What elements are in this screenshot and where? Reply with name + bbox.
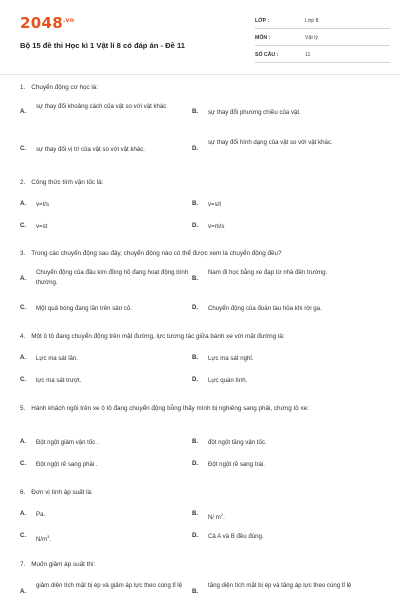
question-text <box>20 487 380 498</box>
question-number: 2. <box>20 179 26 186</box>
option-letter: A. <box>20 510 27 517</box>
option-letter: C. <box>20 376 27 383</box>
option-text: Chuyển động của đoàn tàu hỏa khi rời ga. <box>208 305 322 312</box>
option-text: Pa. <box>36 511 46 518</box>
option-text: Lực ma sát lăn. <box>36 355 79 362</box>
meta-value: 11 <box>305 52 311 58</box>
question-number: 7. <box>20 561 26 568</box>
option-text: lực ma sát trượt. <box>36 377 82 384</box>
option-letter: C. <box>20 460 27 467</box>
option-text: đột ngột tăng vận tốc. <box>208 439 267 446</box>
question-text <box>20 331 380 342</box>
option-text <box>36 532 192 545</box>
question-prompt: Chuyển động cơ học là: <box>31 84 99 91</box>
option-text: sự thay đổi khoảng cách của vật so với vật khác <box>36 103 167 110</box>
option-letter: C. <box>20 222 27 229</box>
question-prompt: Muốn giảm áp suất thì: <box>31 561 96 568</box>
option-text: v=m/s <box>208 223 225 230</box>
option-letter: A. <box>20 438 27 445</box>
meta-value: Lớp 8 <box>305 18 319 24</box>
meta-key: SỐ CÂU : <box>255 52 279 58</box>
question-prompt: Một ô tô đang chuyển động trên mặt đường, lực tương tác giữa bánh xe với mặt đường là: <box>31 333 285 340</box>
option-letter: B. <box>192 354 199 361</box>
meta-key: LỚP : <box>255 18 270 24</box>
option-text: sự thay đổi vị trí của vật so với vật khác. <box>36 146 146 153</box>
option-text: v=s/t <box>208 201 222 208</box>
option-text: tăng diện tích mặt bị ép và tăng áp lực theo cùng tỉ lệ <box>208 582 352 589</box>
question-prompt: Trong các chuyển động sau đây, chuyển động nào có thể được xem là chuyển động đều? <box>31 250 282 257</box>
unit-base: N/ m <box>208 514 221 522</box>
option-text: Một quả bóng đang lăn trên sân cỏ. <box>36 305 132 312</box>
option-letter: D. <box>192 376 199 383</box>
meta-row-count <box>255 50 390 63</box>
option-text: Lực ma sát nghỉ. <box>208 355 254 362</box>
option-letter: B. <box>192 275 199 282</box>
option-letter: C. <box>20 532 27 539</box>
question-text <box>20 403 380 414</box>
option-text: Cả A và B đều đúng. <box>208 533 264 540</box>
option-text: sự thay đổi phương chiều của vật. <box>208 109 301 116</box>
option-letter: B. <box>192 510 199 517</box>
option-letter: D. <box>192 460 199 467</box>
option-letter: A. <box>20 200 27 207</box>
option-text: Đột ngột giảm vận tốc . <box>36 439 99 446</box>
option-letter: C. <box>20 304 27 311</box>
option-letter: B. <box>192 108 199 115</box>
question-text <box>20 82 380 93</box>
unit-exponent: 2 <box>220 512 224 517</box>
option-text: v=st <box>36 223 48 230</box>
question-number: 1. <box>20 84 26 91</box>
option-letter: A. <box>20 354 27 361</box>
question-prompt: Công thức tính vận tốc là: <box>31 179 104 186</box>
unit-period: . <box>49 536 52 544</box>
option-text: Đột ngột rẽ sang phải . <box>36 461 98 468</box>
logo-suffix: .vn <box>62 17 75 24</box>
question-prompt: Hành khách ngồi trên xe ô tô đang chuyển động bỗng thấy mình bị nghiêng sang phải, chứng tỏ xe: <box>31 405 309 412</box>
question-number: 4. <box>20 333 26 340</box>
option-letter: C. <box>20 145 27 152</box>
option-letter: D. <box>192 145 199 152</box>
header-divider <box>0 74 400 75</box>
unit-period: . <box>223 514 225 522</box>
meta-key: MÔN : <box>255 35 271 41</box>
option-text: Chuyển động của đầu kim đồng hồ đang hoạt động bình thường. <box>36 269 189 286</box>
site-logo[interactable] <box>20 14 74 32</box>
option-text: giảm diện tích mặt bị ép và giảm áp lực theo cùng tỉ lệ <box>36 582 183 589</box>
question-text <box>20 248 380 259</box>
option-letter: D. <box>192 532 199 539</box>
logo-text: 2048 <box>20 14 63 32</box>
option-text: sự thay đổi hình dạng của vật so với vật khác. <box>208 139 333 146</box>
option-text: Lực quán tính. <box>208 377 248 384</box>
option-text: Nam đi học bằng xe đạp từ nhà đến trường. <box>208 269 328 276</box>
unit-base: N/m <box>36 536 48 544</box>
meta-row-grade <box>255 16 390 29</box>
exam-meta <box>255 16 390 67</box>
option-letter: D. <box>192 222 199 229</box>
meta-row-subject <box>255 33 390 46</box>
option-letter: A. <box>20 108 27 115</box>
option-letter: B. <box>192 438 199 445</box>
question-number: 6. <box>20 489 26 496</box>
option-text: v=t/s <box>36 201 50 208</box>
document-title: Bộ 15 đề thi Học kì 1 Vật lí 8 có đáp án - Đề 11 <box>20 41 186 50</box>
question-prompt: Đơn vị tính áp suất là: <box>31 489 93 496</box>
option-letter: A. <box>20 588 27 595</box>
page-header <box>20 14 390 64</box>
option-text <box>208 510 364 523</box>
option-text: Đột ngột rẽ sang trái. <box>208 461 265 468</box>
option-letter: B. <box>192 588 199 595</box>
meta-value: Vật lý <box>305 35 318 41</box>
unit-exponent: 3 <box>47 534 50 539</box>
option-letter: D. <box>192 304 199 311</box>
question-text <box>20 177 380 188</box>
question-number: 3. <box>20 250 26 257</box>
option-letter: B. <box>192 200 199 207</box>
question-text <box>20 559 380 570</box>
question-number: 5. <box>20 405 26 412</box>
option-letter: A. <box>20 275 27 282</box>
